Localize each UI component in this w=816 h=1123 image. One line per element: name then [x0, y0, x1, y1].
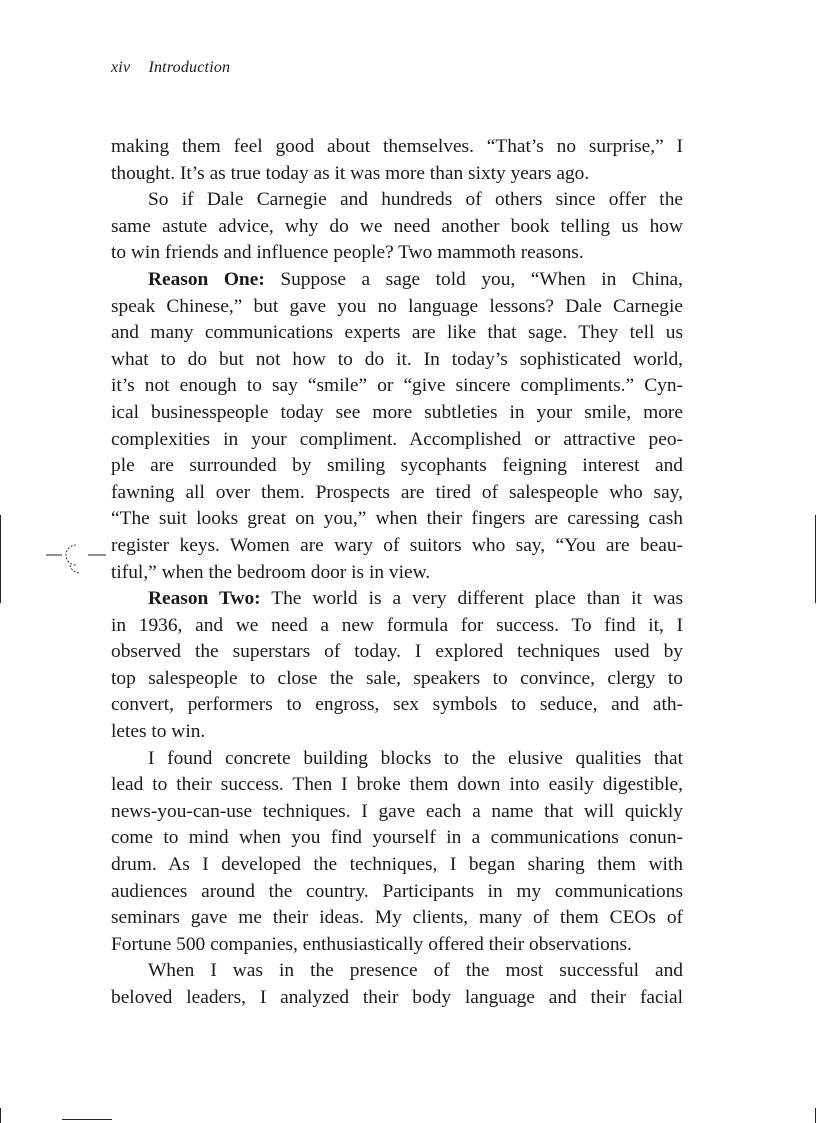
run-in-heading: Reason One:: [148, 268, 265, 290]
text-line: So if Dale Carnegie and hundreds of others since offer the: [148, 189, 683, 211]
text-line: audiences around the country. Participants in my communications: [111, 880, 683, 902]
text-line: to win friends and influence people? Two mammoth reasons.: [111, 242, 584, 264]
text-line: Reason One: Suppose a sage told you, “When in China,: [148, 268, 683, 290]
text-line: top salespeople to close the sale, speakers to convince, clergy to: [111, 667, 683, 689]
text-line: “The suit looks great on you,” when their fingers are caressing cash: [111, 508, 683, 530]
text-line: fawning all over them. Prospects are tired of salespeople who say,: [111, 481, 683, 503]
body-text: [111, 134, 683, 1012]
text-line: ical businesspeople today see more subtleties in your smile, more: [111, 401, 683, 423]
text-line: news-you-can-use techniques. I gave each a name that will quickly: [111, 800, 683, 822]
running-head-title: Introduction: [148, 59, 231, 76]
text-line: making them feel good about themselves. “That’s no surprise,” I: [111, 136, 683, 157]
text-line: register keys. Women are wary of suitors who say, “You are beau-: [111, 534, 683, 556]
text-line: convert, performers to engross, sex symbols to seduce, and ath-: [111, 694, 683, 716]
text-line: and many communications experts are like that sage. They tell us: [111, 322, 683, 344]
text-line: in 1936, and we need a new formula for success. To find it, I: [111, 614, 683, 636]
text-line: observed the superstars of today. I explored techniques used by: [111, 641, 683, 663]
text-line: tiful,” when the bedroom door is in view.: [111, 561, 431, 583]
crop-mark-left: [0, 515, 1, 603]
text-line: complexities in your compliment. Accomplished or attractive peo-: [111, 428, 683, 450]
text-line: When I was in the presence of the most successful and: [148, 960, 683, 982]
text-line: Reason Two: The world is a very different place than it was: [148, 588, 683, 610]
text-line: come to mind when you find yourself in a communications conun-: [111, 827, 683, 849]
text-line: same astute advice, why do we need another book telling us how: [111, 215, 683, 237]
text-line: ple are surrounded by smiling sycophants feigning interest and: [111, 455, 683, 477]
text-line: speak Chinese,” but gave you no language lessons? Dale Carnegie: [111, 295, 683, 317]
text-line: lead to their success. Then I broke them down into easily digestible,: [111, 774, 683, 796]
run-in-heading: Reason Two:: [148, 588, 261, 610]
running-head: [111, 59, 230, 77]
registration-mark-icon: [46, 543, 106, 577]
crop-mark-corner-left: [0, 1108, 1, 1123]
page-number: xiv: [111, 59, 131, 76]
text-line: I found concrete building blocks to the elusive qualities that: [148, 747, 683, 769]
text-line: thought. It’s as true today as it was more than sixty years ago.: [111, 162, 590, 184]
text-line: letes to win.: [111, 721, 206, 743]
text-line: it’s not enough to say “smile” or “give sincere compliments.” Cyn-: [111, 375, 683, 397]
text-line: drum. As I developed the techniques, I began sharing them with: [111, 854, 683, 876]
text-line: Fortune 500 companies, enthusiastically offered their observations.: [111, 933, 632, 955]
text-line: seminars gave me their ideas. My clients, many of them CEOs of: [111, 907, 683, 929]
text-line: beloved leaders, I analyzed their body language and their facial: [111, 987, 683, 1008]
crop-mark-bottom: [62, 1119, 112, 1120]
text-line: what to do but not how to do it. In today’s sophisticated world,: [111, 348, 683, 370]
